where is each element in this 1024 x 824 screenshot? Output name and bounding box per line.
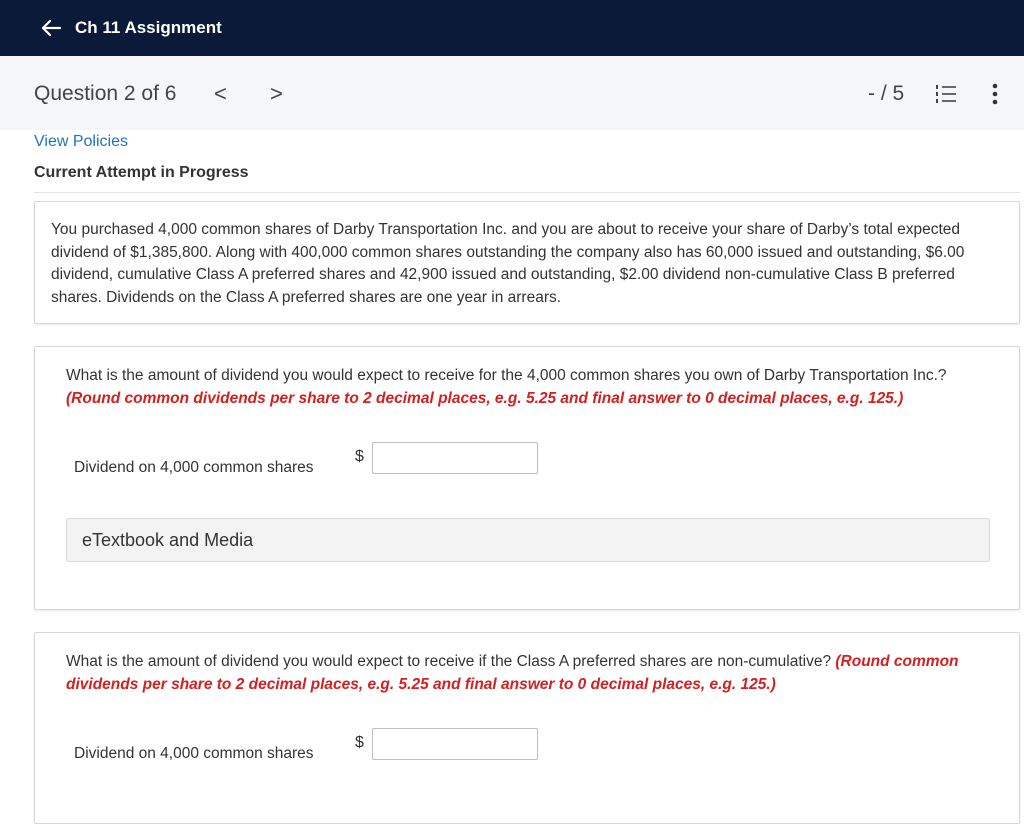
part-1-currency-symbol: $ — [355, 448, 364, 465]
back-arrow-icon[interactable] — [40, 17, 62, 39]
more-options-icon[interactable] — [990, 82, 1000, 106]
question-header — [0, 56, 1024, 130]
question-part-2 — [34, 632, 1020, 824]
part-1-question — [66, 365, 1001, 410]
problem-text: You purchased 4,000 common shares of Darby Transportation Inc. and you are about to receive your share of Darby’s total expected dividend of $1,385,800. Along with 400,000 common shares outstanding the company also has 60,000 issued and outstanding, $6.00 dividend, cumulative Class A preferred shares and 42,900 issued and outstanding, $2.00 dividend non-cumulative Class B preferred shares. Dividends on the Class A preferred shares are one year in arrears. — [51, 221, 965, 306]
part-1-answer-input[interactable] — [372, 442, 538, 474]
part-2-question — [66, 651, 1001, 696]
part-2-instruction: (Round common dividends per share to 2 decimal places, e.g. 5.25 and final answer to 0 decimal places, e.g. 125.) — [66, 653, 959, 693]
top-bar — [0, 0, 1024, 56]
etextbook-media-label: eTextbook and Media — [82, 530, 254, 550]
problem-statement-card — [34, 201, 1020, 324]
part-2-answer-input[interactable] — [372, 728, 538, 760]
attempt-status: Current Attempt in Progress — [34, 164, 249, 181]
part-2-field-label: Dividend on 4,000 common shares — [74, 745, 314, 762]
part-1-instruction: (Round common dividends per share to 2 decimal places, e.g. 5.25 and final answer to 0 decimal places, e.g. 125.) — [66, 389, 904, 407]
previous-question-button[interactable]: < — [214, 81, 227, 106]
part-2-question-text: What is the amount of dividend you would expect to receive if the Class A preferred shares are non-cumulative? — [66, 653, 832, 670]
assignment-title: Ch 11 Assignment — [75, 18, 222, 37]
question-list-icon[interactable] — [934, 82, 958, 106]
part-1-question-text: What is the amount of dividend you would expect to receive for the 4,000 common shares you own of Darby Transportation Inc.? — [66, 367, 947, 384]
score-display: - / 5 — [868, 82, 905, 105]
part-1-field-label: Dividend on 4,000 common shares — [74, 459, 314, 476]
question-counter: Question 2 of 6 — [34, 82, 177, 105]
divider — [34, 192, 1020, 193]
etextbook-media-button[interactable] — [66, 518, 990, 562]
view-policies-link[interactable]: View Policies — [34, 133, 128, 150]
next-question-button[interactable]: > — [270, 81, 283, 106]
part-2-currency-symbol: $ — [355, 734, 364, 751]
question-part-1 — [34, 346, 1020, 610]
